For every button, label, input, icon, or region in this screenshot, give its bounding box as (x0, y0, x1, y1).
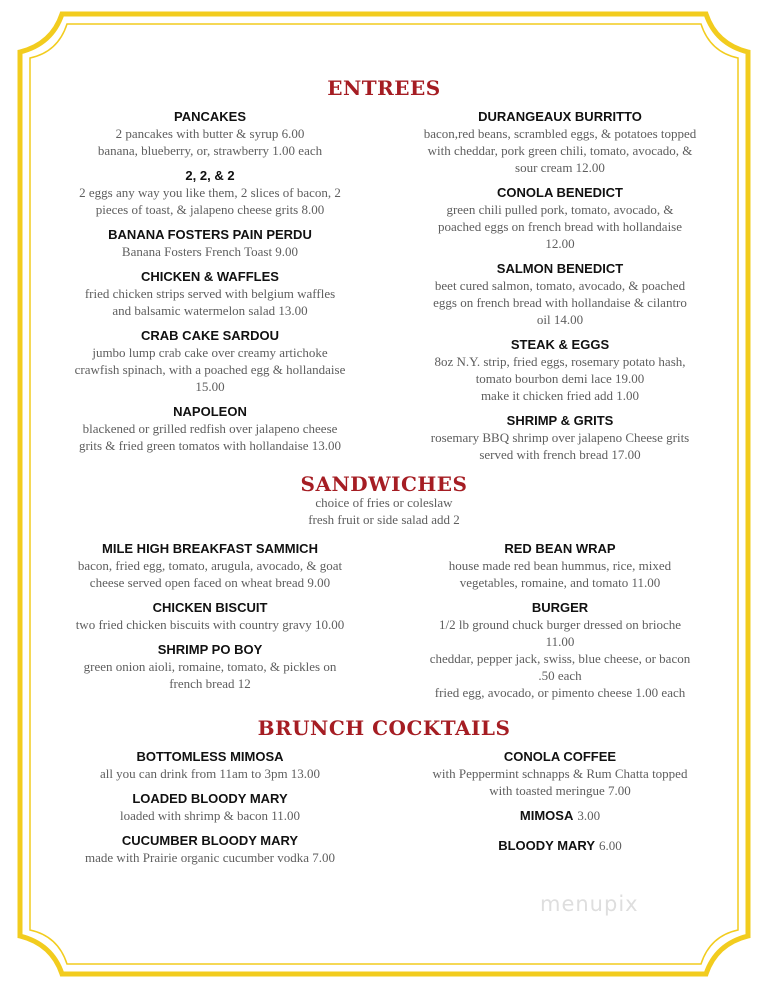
menu-item (400, 412, 720, 463)
menu-item (55, 108, 365, 159)
item-name: MIMOSA (519, 808, 574, 823)
cocktails-heading: BRUNCH COCKTAILS (257, 716, 511, 740)
menu-item (55, 599, 365, 633)
item-name: CHICKEN BISCUIT (152, 600, 268, 615)
entrees-right-column (400, 108, 720, 463)
item-name: BLOODY MARY (498, 838, 596, 853)
item-name: SHRIMP PO BOY (157, 642, 263, 657)
entrees-left-column (55, 108, 365, 454)
item-desc: vegetables, romaine, and tomato 11.00 (459, 575, 661, 590)
menu-item (55, 167, 365, 218)
item-desc: blackened or grilled redfish over jalapeno cheese (82, 421, 338, 436)
item-desc: cheddar, pepper jack, swiss, blue cheese, or bacon (429, 651, 691, 666)
item-desc: 8oz N.Y. strip, fried eggs, rosemary potato hash, (434, 354, 686, 369)
menu-item (400, 807, 720, 825)
item-name: LOADED BLOODY MARY (132, 791, 288, 806)
item-desc: green onion aioli, romaine, tomato, & pickles on (83, 659, 337, 674)
item-desc: banana, blueberry, or, strawberry 1.00 each (97, 143, 323, 158)
menu-item (55, 403, 365, 454)
menu-item (400, 108, 720, 176)
item-desc: 11.00 (545, 634, 575, 649)
menu-item (55, 327, 365, 395)
sandwiches-right-column (400, 540, 720, 701)
item-name: BURGER (531, 600, 589, 615)
item-desc: 1/2 lb ground chuck burger dressed on brioche (438, 617, 681, 632)
sandwiches-heading: SANDWICHES (300, 472, 468, 496)
item-desc: pieces of toast, & jalapeno cheese grits 8.00 (95, 202, 325, 217)
item-desc: cheese served open faced on wheat bread 9.00 (89, 575, 331, 590)
sandwiches-subtitle: fresh fruit or side salad add 2 (308, 512, 460, 527)
item-name: CONOLA BENEDICT (497, 185, 623, 200)
item-name: CRAB CAKE SARDOU (141, 328, 279, 343)
item-desc: tomato bourbon demi lace 19.00 (475, 371, 645, 386)
menu-item (55, 540, 365, 591)
menu-item (400, 184, 720, 252)
item-name: STEAK & EGGS (510, 337, 610, 352)
item-name: BANANA FOSTERS PAIN PERDU (108, 227, 312, 242)
item-desc: jumbo lump crab cake over creamy artichoke (92, 345, 328, 360)
item-desc: all you can drink from 11am to 3pm 13.00 (99, 766, 321, 781)
item-desc: 12.00 (545, 236, 575, 251)
item-desc: Banana Fosters French Toast 9.00 (121, 244, 299, 259)
menu-item (400, 336, 720, 404)
item-desc: make it chicken fried add 1.00 (480, 388, 640, 403)
menu-item (55, 226, 365, 260)
item-desc: eggs on french bread with hollandaise & cilantro (433, 295, 687, 310)
item-desc: poached eggs on french bread with hollandaise (437, 219, 683, 234)
menu-item (55, 790, 365, 824)
item-desc: 2 pancakes with butter & syrup 6.00 (115, 126, 305, 141)
item-name: CUCUMBER BLOODY MARY (121, 833, 299, 848)
menu-item (55, 832, 365, 866)
item-name: NAPOLEON (173, 404, 247, 419)
item-name: CHICKEN & WAFFLES (141, 269, 279, 284)
cocktails-left-column (55, 748, 365, 866)
item-name: BOTTOMLESS MIMOSA (136, 749, 284, 764)
menu-item (55, 641, 365, 692)
item-desc: green chili pulled pork, tomato, avocado, & (446, 202, 674, 217)
menu-item (400, 540, 720, 591)
item-desc: two fried chicken biscuits with country gravy 10.00 (75, 617, 345, 632)
item-desc: beet cured salmon, tomato, avocado, & poached (434, 278, 686, 293)
item-desc: with cheddar, pork green chili, tomato, avocado, & (427, 143, 693, 158)
item-desc: grits & fried green tomatos with hollandaise 13.00 (78, 438, 342, 453)
item-name: DURANGEAUX BURRITTO (478, 109, 642, 124)
sandwiches-subtitle: choice of fries or coleslaw (315, 495, 453, 510)
entrees-heading: ENTREES (327, 76, 441, 100)
item-desc: fried chicken strips served with belgium waffles (84, 286, 336, 301)
item-desc: sour cream 12.00 (515, 160, 605, 175)
item-desc: with toasted meringue 7.00 (489, 783, 631, 798)
menu-item (400, 260, 720, 328)
item-desc: french bread 12 (169, 676, 251, 691)
sandwiches-left-column (55, 540, 365, 692)
item-desc: .50 each (538, 668, 582, 683)
menu-item (55, 748, 365, 782)
item-desc: oil 14.00 (536, 312, 584, 327)
item-name: RED BEAN WRAP (504, 541, 616, 556)
item-desc: rosemary BBQ shrimp over jalapeno Cheese grits (430, 430, 690, 445)
menu-item (400, 837, 720, 855)
item-name: SALMON BENEDICT (496, 261, 624, 276)
item-desc: bacon, fried egg, tomato, arugula, avocado, & goat (77, 558, 343, 573)
item-name: MILE HIGH BREAKFAST SAMMICH (102, 541, 318, 556)
item-name: 2, 2, & 2 (185, 168, 235, 183)
menu-item (55, 268, 365, 319)
item-desc: and balsamic watermelon salad 13.00 (112, 303, 308, 318)
item-name: PANCAKES (174, 109, 246, 124)
item-price: 6.00 (599, 838, 622, 853)
item-desc: loaded with shrimp & bacon 11.00 (119, 808, 301, 823)
item-name: CONOLA COFFEE (503, 749, 617, 764)
item-desc: house made red bean hummus, rice, mixed (448, 558, 672, 573)
menupix-watermark: menupix (540, 892, 639, 916)
menu-item (400, 599, 720, 701)
item-desc: bacon,red beans, scrambled eggs, & potatoes topped (423, 126, 697, 141)
item-name: SHRIMP & GRITS (506, 413, 614, 428)
item-desc: with Peppermint schnapps & Rum Chatta topped (432, 766, 688, 781)
item-desc: 2 eggs any way you like them, 2 slices of bacon, 2 (79, 185, 341, 200)
item-desc: 15.00 (195, 379, 225, 394)
cocktails-right-column (400, 748, 720, 855)
item-desc: fried egg, avocado, or pimento cheese 1.00 each (434, 685, 686, 700)
item-desc: crawfish spinach, with a poached egg & hollandaise (74, 362, 346, 377)
item-desc: served with french bread 17.00 (479, 447, 641, 462)
item-price: 3.00 (577, 808, 601, 823)
menu-item (400, 748, 720, 799)
item-desc: made with Prairie organic cucumber vodka 7.00 (85, 850, 335, 865)
